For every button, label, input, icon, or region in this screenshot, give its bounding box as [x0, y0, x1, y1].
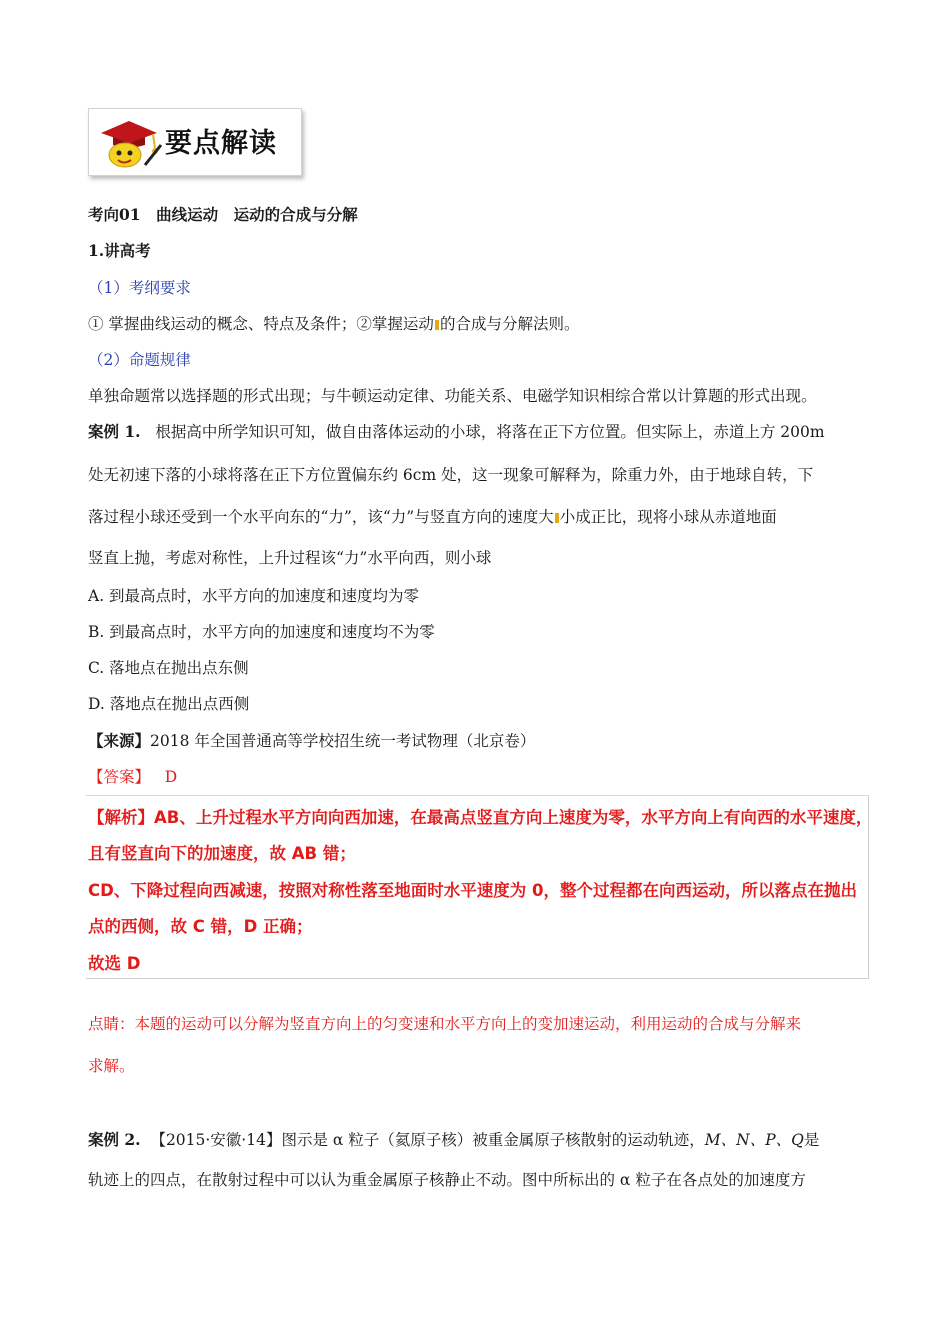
- subheading-question-patterns: （2）命题规律: [88, 351, 191, 369]
- case1-line-3: 落过程小球还受到一个水平向东的“力”，该“力”与竖直方向的速度大 小成正比，现将小球从赤道地面: [88, 508, 777, 526]
- case1-line-4: 竖直上抛，考虑对称性，上升过程该“力”水平向西，则小球: [88, 549, 492, 567]
- option-b: B. 到最高点时，水平方向的加速度和速度均不为零: [88, 623, 435, 641]
- case2-vars: M、N、P、Q: [704, 1131, 804, 1149]
- graduation-cap-mascot-icon: [93, 115, 165, 171]
- source-label: 【来源】: [88, 731, 151, 750]
- tip-line-2: 求解。: [88, 1057, 135, 1075]
- analysis-line-1: 【解析】AB、上升过程水平方向向西加速，在最高点竖直方向上速度为零，水平方向上有向西的水平速度，: [88, 808, 873, 827]
- source-line: [88, 729, 535, 751]
- case1-line-2: 处无初速下落的小球将落在正下方位置偏东约 6cm 处，这一现象可解释为，除重力外，由于地球自转，下: [88, 466, 814, 484]
- analysis-line-2: 且有竖直向下的加速度，故 AB 错；: [88, 844, 356, 863]
- subheading-exam-requirements: （1）考纲要求: [88, 279, 191, 297]
- edit-mark-icon: [435, 320, 439, 330]
- question-patterns-text: 单独命题常以选择题的形式出现；与牛顿运动定律、功能关系、电磁学知识相综合常以计算题的形式出现。: [88, 387, 817, 405]
- exam-requirements-text: ① 掌握曲线运动的概念、特点及条件；②掌握运动 的合成与分解法则。: [88, 315, 580, 333]
- answer-label: 【答案】: [88, 768, 151, 786]
- case2-line-2: 轨迹上的四点，在散射过程中可以认为重金属原子核静止不动。图中所标出的 α 粒子在各点处的加速度方: [88, 1171, 806, 1189]
- section-heading: 考向01 曲线运动 运动的合成与分解: [88, 205, 358, 224]
- option-a: A. 到最高点时，水平方向的加速度和速度均为零: [88, 587, 420, 605]
- tip-line-1: 点睛：本题的运动可以分解为竖直方向上的匀变速和水平方向上的变加速运动，利用运动的合成与分解来: [88, 1015, 802, 1033]
- analysis-line-5: 故选 D: [88, 954, 141, 973]
- option-c: C. 落地点在抛出点东侧: [88, 659, 249, 677]
- case1-label: 案例 1.: [88, 422, 141, 441]
- answer-value: D: [164, 768, 178, 786]
- analysis-line-4: 点的西侧，故 C 错，D 正确；: [88, 917, 313, 936]
- option-d: D. 落地点在抛出点西侧: [88, 695, 250, 713]
- answer-line: [88, 765, 177, 787]
- part-heading: 1.讲高考: [88, 241, 151, 260]
- edit-mark-icon: [555, 513, 559, 523]
- analysis-line-3: CD、下降过程向西减速，按照对称性落至地面时水平速度为 0，整个过程都在向西运动，所以落点在抛出: [88, 881, 858, 900]
- banner-title: 要点解读: [165, 128, 277, 159]
- case2-label: 案例 2.: [88, 1130, 141, 1149]
- case1-line-1: 案例 1. 根据高中所学知识可知，做自由落体运动的小球，将落在正下方位置。但实际上，赤道上方 200m: [88, 422, 825, 441]
- case2-line-1: 案例 2. 【2015·安徽·14】图示是 α 粒子（氦原子核）被重金属原子核散射的运动轨迹，M、N、P、Q是: [88, 1130, 820, 1149]
- source-text: 2018 年全国普通高等学校招生统一考试物理（北京卷）: [150, 732, 536, 750]
- analysis-box: [86, 795, 873, 979]
- section-banner: [88, 108, 302, 176]
